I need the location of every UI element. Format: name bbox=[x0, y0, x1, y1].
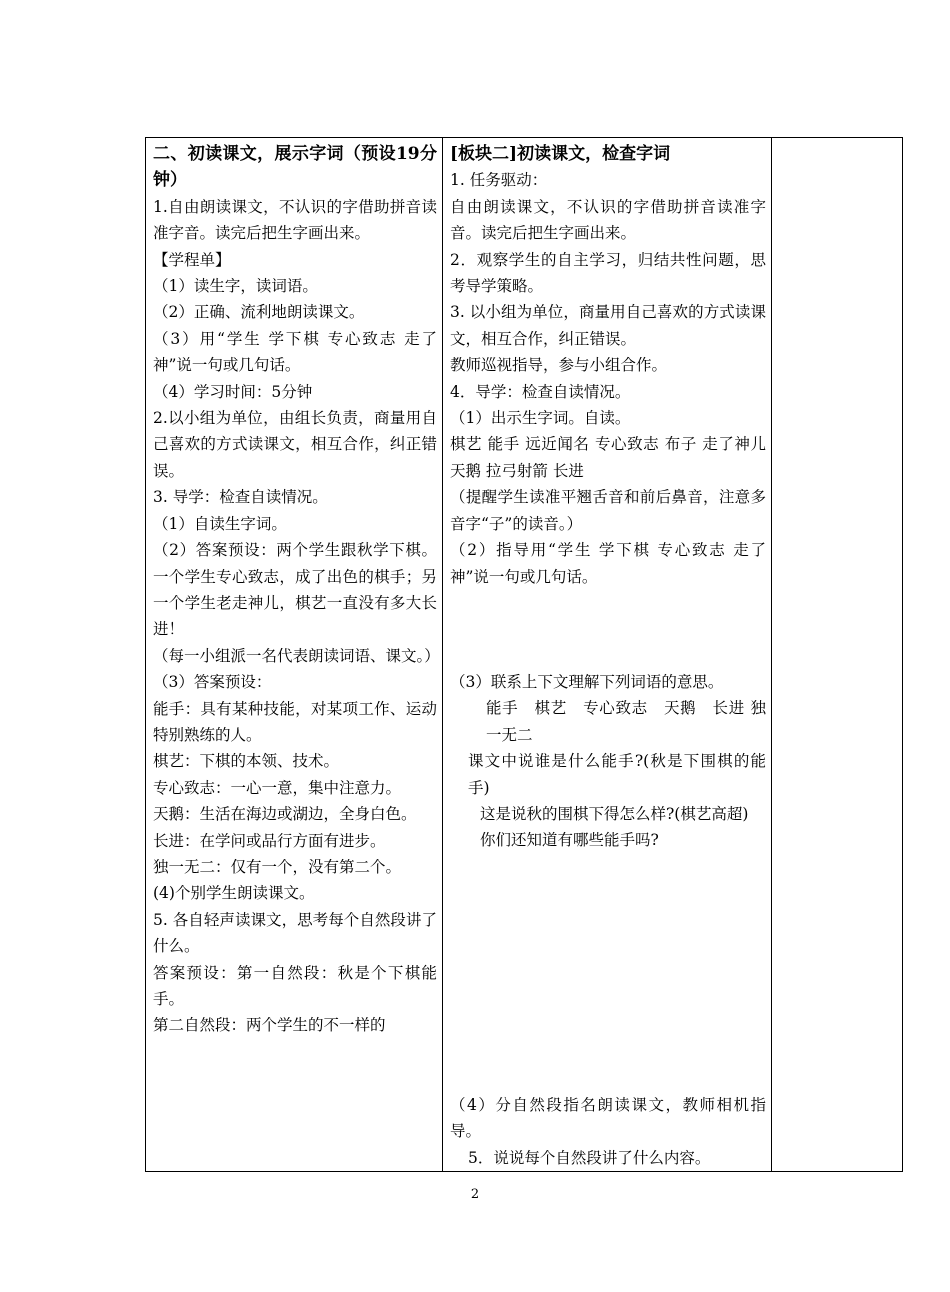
text-line: 答案预设：第一自然段：秋是个下棋能手。 bbox=[153, 963, 437, 1008]
text-line: 专心致志：一心一意，集中注意力。 bbox=[153, 778, 402, 797]
lesson-plan-table bbox=[145, 137, 903, 1172]
text-line: 第二自然段：两个学生的不一样的 bbox=[153, 1016, 386, 1035]
text-line: 4．导学：检查自读情况。 bbox=[450, 382, 631, 401]
spacer bbox=[450, 590, 766, 669]
text-line: 3. 导学：检查自读情况。 bbox=[153, 488, 328, 507]
teacher-guidance-cell bbox=[443, 138, 772, 1172]
text-line: 1.自由朗读课文，不认识的字借助拼音读准字音。读完后把生字画出来。 bbox=[153, 197, 437, 243]
text-line: 棋艺：下棋的本领、技术。 bbox=[153, 752, 340, 771]
spacer bbox=[450, 854, 766, 1092]
text-line: 长进：在学问或品行方面有进步。 bbox=[153, 831, 386, 850]
section-heading: [板块二]初读课文，检查字词 bbox=[450, 144, 671, 164]
text-line: （3）答案预设： bbox=[153, 673, 272, 692]
text-line: 能手 棋艺 专心致志 天鹅 长进 独一无二 bbox=[486, 699, 766, 744]
text-line: （提醒学生读准平翘舌音和前后鼻音，注意多音字“子”的读音。） bbox=[450, 488, 766, 533]
text-line: 5．说说每个自然段讲了什么内容。 bbox=[468, 1148, 711, 1167]
text-line: (4)个别学生朗读课文。 bbox=[153, 884, 315, 903]
text-line: 这是说秋的围棋下得怎么样?(棋艺高超) bbox=[480, 804, 749, 823]
notes-cell bbox=[772, 138, 903, 1172]
text-line: 能手：具有某种技能，对某项工作、运动特别熟练的人。 bbox=[153, 699, 437, 744]
text-line: （1）读生字，读词语。 bbox=[153, 277, 318, 296]
text-line: 天鹅：生活在海边或湖边，全身白色。 bbox=[153, 805, 417, 824]
text-line: 2.以小组为单位，由组长负责，商量用自己喜欢的方式读课文，相互合作，纠正错误。 bbox=[153, 409, 437, 480]
text-line: （3）用“学生 学下棋 专心致志 走了神”说一句或几句话。 bbox=[153, 329, 437, 375]
text-line: 5. 各自轻声读课文，思考每个自然段讲了什么。 bbox=[153, 910, 437, 956]
text-line: （4）分自然段指名朗读课文，教师相机指导。 bbox=[450, 1095, 766, 1141]
text-line: 2．观察学生的自主学习，归结共性问题，思考导学策略。 bbox=[450, 250, 766, 296]
text-line: 独一无二：仅有一个，没有第二个。 bbox=[153, 857, 402, 876]
text-line: （每一小组派一名代表朗读词语、课文。） bbox=[153, 646, 440, 665]
student-activity-cell bbox=[146, 138, 443, 1172]
text-line: 棋艺 能手 远近闻名 专心致志 布子 走了神儿 天鹅 拉弓射箭 长进 bbox=[450, 435, 766, 480]
text-line: （2）正确、流利地朗读课文。 bbox=[153, 303, 365, 322]
text-line: （2）指导用“学生 学下棋 专心致志 走了神”说一句或几句话。 bbox=[450, 541, 766, 586]
text-line: （4）学习时间：5分钟 bbox=[153, 382, 313, 401]
page-number: 2 bbox=[470, 1187, 480, 1202]
text-line: 1. 任务驱动： bbox=[450, 171, 548, 190]
text-line: 3. 以小组为单位，商量用自己喜欢的方式读课文，相互合作，纠正错误。 bbox=[450, 303, 766, 348]
section-heading: 二、初读课文，展示字词（预设19分钟） bbox=[153, 144, 437, 191]
text-line: 【学程单】 bbox=[153, 250, 231, 269]
text-line: （1）出示生字词。自读。 bbox=[450, 409, 631, 428]
text-line: 自由朗读课文，不认识的字借助拼音读准字音。读完后把生字画出来。 bbox=[450, 197, 766, 243]
text-line: 你们还知道有哪些能手吗? bbox=[480, 831, 659, 850]
text-line: （2）答案预设：两个学生跟秋学下棋。一个学生专心致志，成了出色的棋手；另一个学生老走神儿，棋艺一直没有多大长进！ bbox=[153, 541, 437, 639]
text-line: （3）联系上下文理解下列词语的意思。 bbox=[450, 672, 724, 691]
text-line: 教师巡视指导，参与小组合作。 bbox=[450, 356, 668, 375]
table-row bbox=[146, 138, 903, 1172]
text-line: （1）自读生字词。 bbox=[153, 514, 287, 533]
text-line: 课文中说谁是什么能手?(秋是下围棋的能手) bbox=[468, 752, 766, 797]
